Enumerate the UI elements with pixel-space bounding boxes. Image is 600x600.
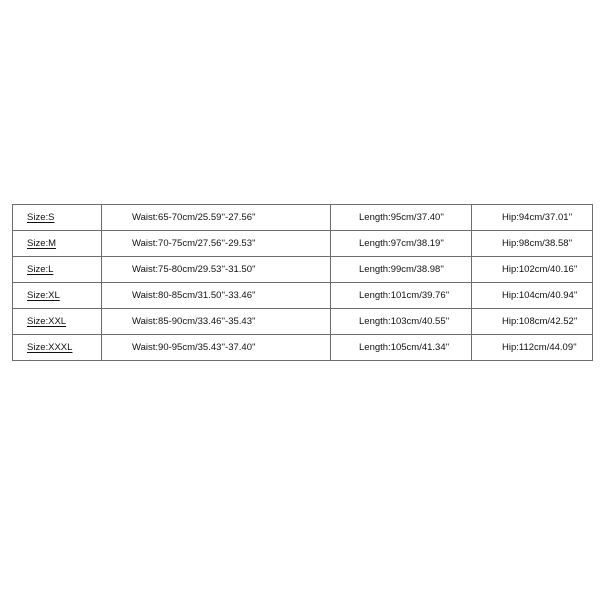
table-row: [13, 309, 593, 335]
table-cell-size: [13, 335, 102, 361]
size-value: Size:XL: [27, 290, 60, 301]
table-cell-waist: [102, 257, 331, 283]
table-cell-hip: [472, 283, 593, 309]
size-table: [12, 204, 593, 361]
length-value: Length:97cm/38.19'': [359, 238, 444, 249]
table-cell-hip: [472, 231, 593, 257]
table-cell-waist: [102, 231, 331, 257]
length-value: Length:99cm/38.98'': [359, 264, 444, 275]
table-cell-size: [13, 205, 102, 231]
length-value: Length:101cm/39.76'': [359, 290, 450, 301]
table-cell-length: [331, 257, 472, 283]
hip-value: Hip:112cm/44.09'': [502, 342, 577, 353]
size-value: Size:S: [27, 212, 55, 223]
table-cell-length: [331, 231, 472, 257]
table-cell-size: [13, 231, 102, 257]
table-cell-hip: [472, 205, 593, 231]
table-cell-length: [331, 309, 472, 335]
hip-value: Hip:102cm/40.16'': [502, 264, 578, 275]
table-cell-size: [13, 309, 102, 335]
hip-value: Hip:104cm/40.94'': [502, 290, 578, 301]
table-cell-length: [331, 335, 472, 361]
size-value: Size:M: [27, 238, 57, 249]
size-table-container: [12, 204, 588, 361]
waist-value: Waist:70-75cm/27.56''-29.53'': [132, 238, 256, 249]
table-cell-size: [13, 257, 102, 283]
hip-value: Hip:108cm/42.52'': [502, 316, 578, 327]
table-cell-waist: [102, 205, 331, 231]
table-cell-length: [331, 283, 472, 309]
table-cell-waist: [102, 309, 331, 335]
waist-value: Waist:80-85cm/31.50''-33.46'': [132, 290, 256, 301]
table-row: [13, 283, 593, 309]
length-value: Length:103cm/40.55'': [359, 316, 450, 327]
table-row: [13, 205, 593, 231]
table-cell-hip: [472, 335, 593, 361]
waist-value: Waist:65-70cm/25.59''-27.56'': [132, 212, 256, 223]
table-cell-hip: [472, 309, 593, 335]
waist-value: Waist:85-90cm/33.46''-35.43'': [132, 316, 256, 327]
table-cell-hip: [472, 257, 593, 283]
hip-value: Hip:94cm/37.01'': [502, 212, 573, 223]
size-value: Size:L: [27, 264, 54, 275]
table-row: [13, 231, 593, 257]
table-cell-waist: [102, 335, 331, 361]
size-value: Size:XXL: [27, 316, 67, 327]
table-cell-size: [13, 283, 102, 309]
hip-value: Hip:98cm/38.58'': [502, 238, 573, 249]
table-row: [13, 335, 593, 361]
table-row: [13, 257, 593, 283]
table-cell-length: [331, 205, 472, 231]
waist-value: Waist:90-95cm/35.43''-37.40'': [132, 342, 256, 353]
table-cell-waist: [102, 283, 331, 309]
waist-value: Waist:75-80cm/29.53''-31.50'': [132, 264, 256, 275]
size-value: Size:XXXL: [27, 342, 73, 353]
length-value: Length:105cm/41.34'': [359, 342, 450, 353]
length-value: Length:95cm/37.40'': [359, 212, 444, 223]
